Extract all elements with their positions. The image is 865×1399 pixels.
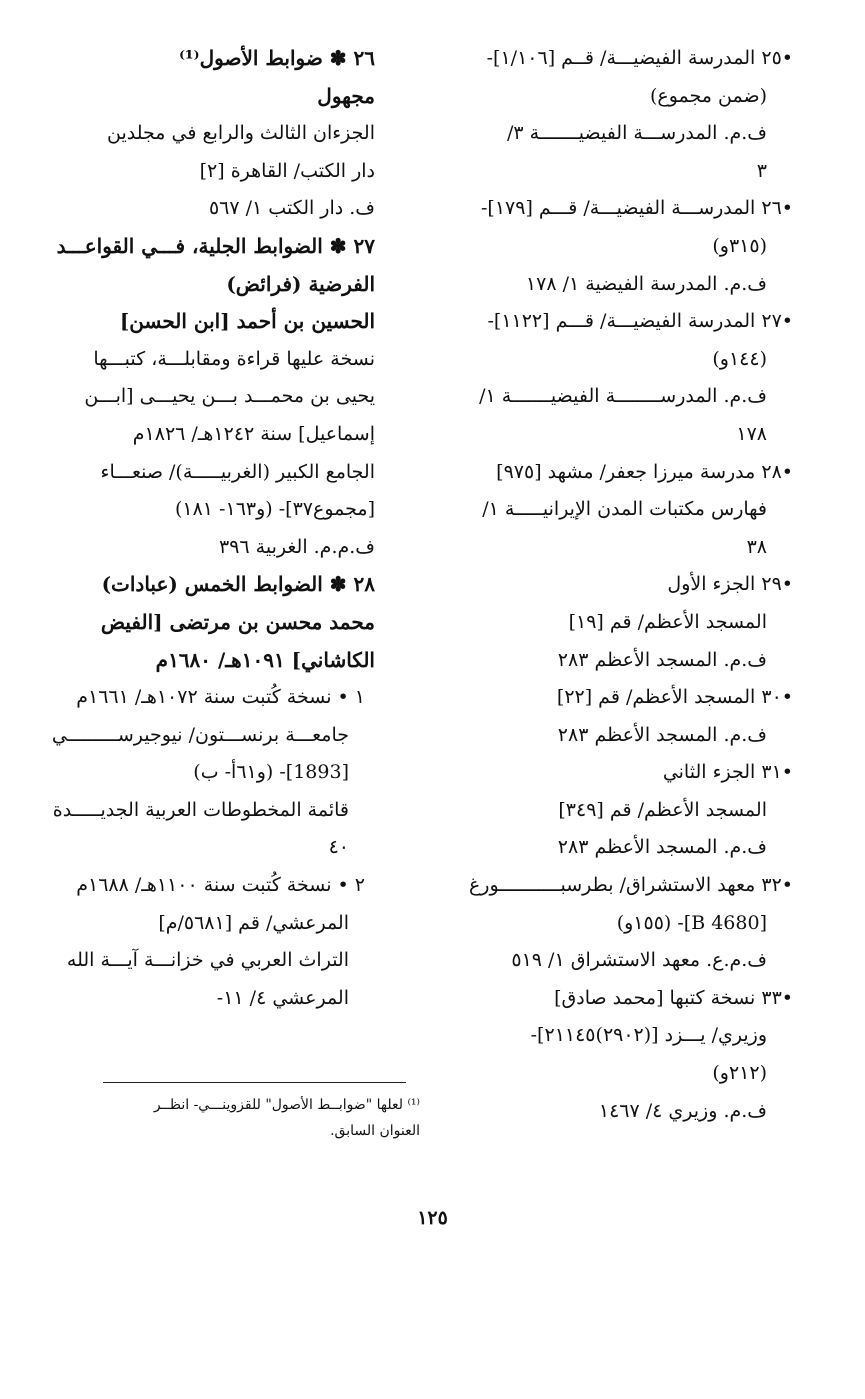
right-column-entries [448,40,793,1130]
right-column-line: ٣٨ [746,535,767,558]
left-column-line: ٢٨ ✽ الضوابط الخمس (عبادات) [101,572,375,597]
right-column-line: •٢٩ الجزء الأول [667,573,793,596]
right-column-line: (ضمن مجموع) [649,84,767,107]
left-column-line: محمد محسن بن مرتضى [الفيض [100,609,375,634]
left-column-line: الجامع الكبير (الغربيـــــة)/ صنعـــاء [100,460,375,483]
page-number: ١٢٥ [417,1207,448,1229]
left-column-line: مجهول [317,83,375,108]
left-column-line: ٢٧ ✽ الضوابط الجلية، فـــي القواعـــد [56,233,375,258]
left-column-line: المرعشي/ قم [٥٦٨١/م] [158,911,349,934]
right-column-line: •٣٢ معهد الاستشراق/ بطرسبـــــــــــورغ [468,874,793,897]
right-column-line: ف.م. المدرســــــــة الفيضيـــــــة ١/ [479,385,767,408]
right-column-line: ف.م. المدرسة الفيضية ١/ ١٧٨ [525,272,767,295]
left-column-line: ف. دار الكتب ١/ ٥٦٧ [208,197,375,220]
right-column-line: فهارس مكتبات المدن الإيرانيـــــة ١/ [482,498,767,521]
left-column-line: [مجموع٣٧]- (و١٦٣- ١٨١) [174,498,375,521]
left-column-line: التراث العربي في خزانـــة آيـــة الله [66,949,349,972]
right-column-line: [B 4680]- (١٥٥و) [616,911,767,934]
footnote-divider [103,1082,406,1083]
left-column-line: قائمة المخطوطات العربية الجديـــــدة [52,798,349,821]
left-column-line: ٤٠ [328,836,349,859]
right-column-line: •٣٠ المسجد الأعظم/ قم [٢٢] [556,686,793,709]
left-column-line: الكاشاني] ١٠٩١هـ/ ١٦٨٠م [155,647,375,672]
right-column-line: •٢٧ المدرسة الفيضيـــة/ قـــم [١١٢٢]- [487,310,793,333]
left-column-line: نسخة عليها قراءة ومقابلـــة، كتبـــها [93,347,375,370]
left-column-line: دار الكتب/ القاهرة [٢] [199,159,375,182]
left-column-line: إسماعيل] سنة ١٢٤٢هـ/ ١٨٢٦م [132,422,375,445]
right-column-line: ف.م. المسجد الأعظم ٢٨٣ [557,648,767,671]
right-column-line: •٢٦ المدرســـة الفيضيـــة/ قـــم [١٧٩]- [480,197,793,220]
right-column-line: (٢١٢و) [712,1062,767,1085]
right-column-line: ف.م. المدرســـة الفيضيـــــــة ٣/ [506,122,767,145]
right-column-line: ١٧٨ [736,422,767,445]
right-column-line: المسجد الأعظم/ قم [١٩] [568,610,767,633]
left-column-line: الجزءان الثالث والرابع في مجلدين [107,122,375,145]
left-column-line: ١ • نسخة كُتبت سنة ١٠٧٢هـ/ ١٦٦١م [76,686,365,709]
right-column-line: (٣١٥و) [712,234,767,257]
left-column-line: ٢٦ ✽ ضوابط الأصول⁽¹⁾ [178,46,375,70]
left-column-line: جامعـــة برنســـتون/ نيوجيرســـــــــي [51,723,349,746]
right-column-line: ف.م. وزيري ٤/ ١٤٦٧ [598,1099,767,1122]
right-column-line: •٢٨ مدرسة ميرزا جعفر/ مشهد [٩٧٥] [496,460,793,483]
left-column-line: ف.م.م. الغربية ٣٩٦ [219,535,375,558]
left-column-line: [1893]- (و٦١أ- ب) [193,761,349,784]
right-column-line: (١٤٤و) [712,347,767,370]
right-column-line: ف.م. المسجد الأعظم ٢٨٣ [557,836,767,859]
left-column-line: الحسين بن أحمد [ابن الحسن] [119,309,375,334]
right-column-line: •٣١ الجزء الثاني [662,761,793,784]
footnote-line-1: ⁽¹⁾ لعلها "ضوابــط الأصول" للقزوينـــي- انظــر [153,1097,420,1113]
right-column-line: ٣ [756,159,767,182]
right-column-line: •٣٣ نسخة كتبها [محمد صادق] [554,986,793,1009]
left-column-line: المرعشي ٤/ ١١- [216,986,349,1009]
left-column-entries [51,40,375,1017]
right-column-line: المسجد الأعظم/ قم [٣٤٩] [558,798,767,821]
right-column-line: وزيري/ يـــزد [(٢٩٠٢)٢١١٤٥]- [530,1024,767,1047]
right-column-line: ف.م. المسجد الأعظم ٢٨٣ [557,723,767,746]
right-column-line: •٢٥ المدرسة الفيضيـــة/ قــم [١/١٠٦]- [486,47,793,69]
footnote-line-2: العنوان السابق. [330,1123,420,1139]
left-column-line: ٢ • نسخة كُتبت سنة ١١٠٠هـ/ ١٦٨٨م [76,874,365,897]
footnote [60,1092,420,1144]
left-column-line: الفرضية (فرائض) [226,271,375,296]
left-column-line: يحيى بن محمـــد بـــن يحيـــى [ابـــن [84,385,375,408]
right-column-line: ف.م.ع. معهد الاستشراق ١/ ٥١٩ [511,949,767,972]
